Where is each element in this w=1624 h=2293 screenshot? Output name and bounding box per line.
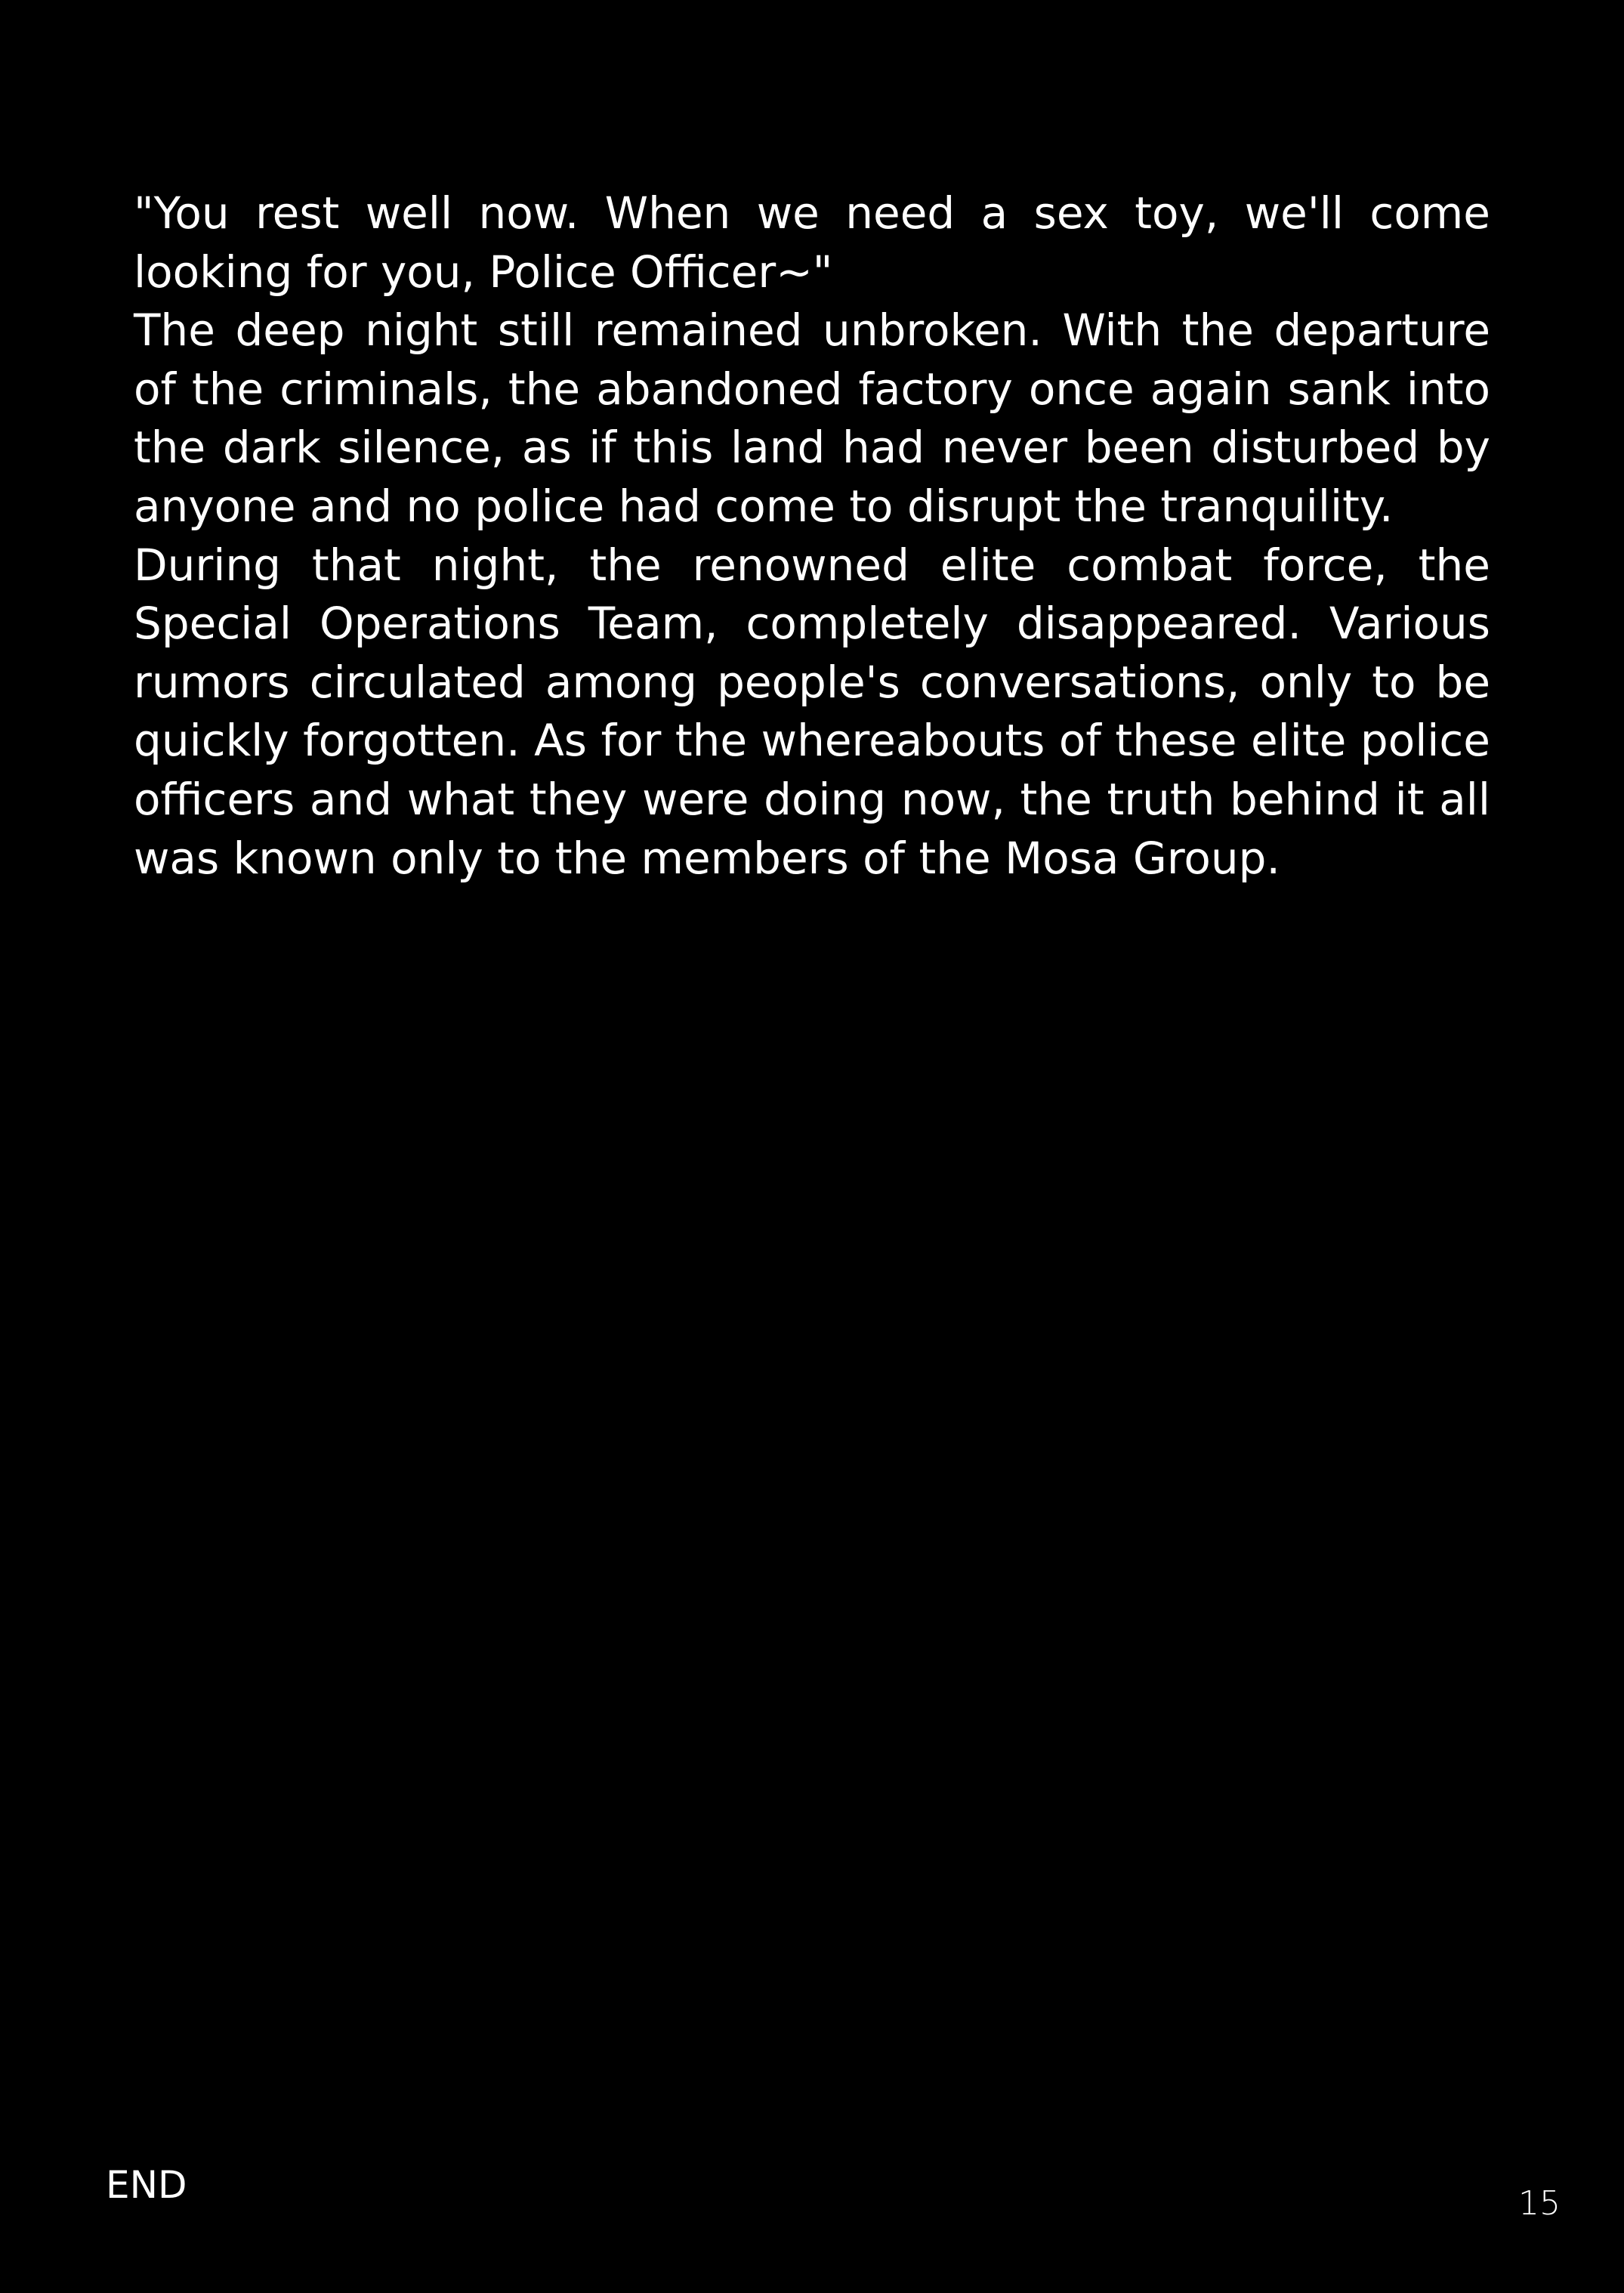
end-label: END [106, 2163, 187, 2207]
paragraph-disappearance: During that night, the renowned elite combat force, the Special Operations Team, completely disappeared. Various rumors circulated among people's conversations, only to be quickly forgotten. As for the whereabouts of these elite police officers and what they were doing now, the truth behind it all was known only to the members of the Mosa Group. [134, 539, 1490, 884]
page-number: 15 [1518, 2184, 1561, 2223]
paragraph-factory: The deep night still remained unbroken. With the departure of the criminals, the abandoned factory once again sank into the dark silence, as if this land had never been disturbed by anyone and no police had come to disrupt the tranquility. [134, 304, 1490, 532]
paragraph-dialogue: "You rest well now. When we need a sex toy, we'll come looking for you, Police Officer~" [134, 187, 1490, 298]
story-text [134, 184, 1490, 888]
